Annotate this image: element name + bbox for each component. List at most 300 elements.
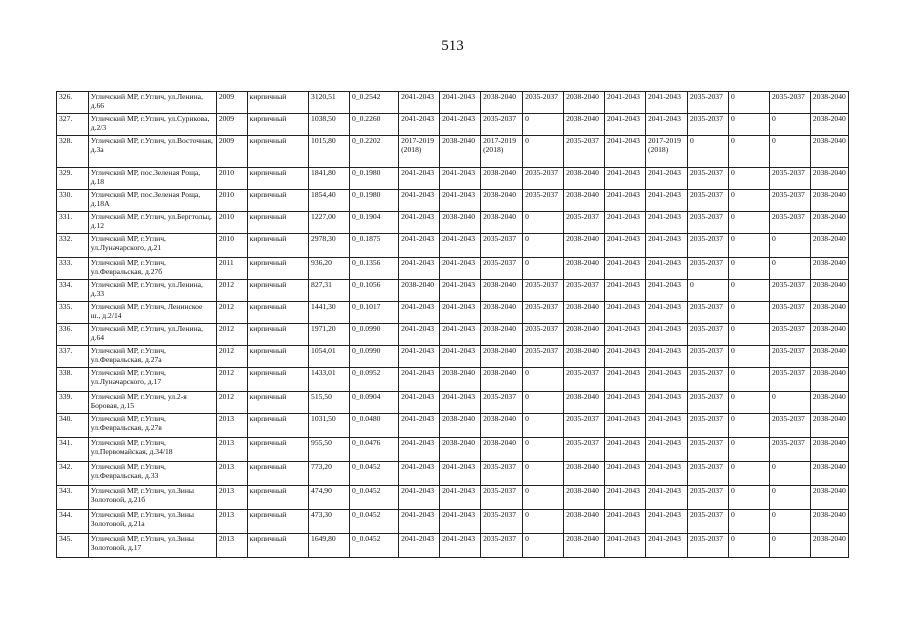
cell-term-2: 2038-2040 [440,212,481,234]
cell-term-4: 2035-2037 [523,280,564,302]
cell-term-10: 0 [769,462,810,486]
cell-term-10: 2035-2037 [769,190,810,212]
cell-term-10: 2035-2037 [769,92,810,114]
cell-term-6: 2041-2043 [605,324,646,346]
cell-wall-material: кирпичный [247,534,308,558]
cell-term-9: 0 [728,302,769,324]
cell-term-8: 2035-2037 [688,534,729,558]
cell-wall-material: кирпичный [247,302,308,324]
cell-term-9: 0 [728,510,769,534]
cell-term-7: 2041-2043 [646,280,688,302]
cell-term-5: 2035-2037 [564,136,605,168]
cell-term-6: 2041-2043 [605,346,646,368]
cell-term-8: 2035-2037 [688,486,729,510]
cell-term-9: 0 [728,324,769,346]
cell-year: 2010 [216,234,247,258]
cell-term-8: 2035-2037 [688,438,729,462]
cell-term-7: 2041-2043 [646,392,688,414]
cell-term-9: 0 [728,534,769,558]
cell-term-7: 2017-2019 (2018) [646,136,688,168]
cell-term-5: 2038-2040 [564,346,605,368]
cell-term-3: 2038-2040 [481,302,523,324]
table-row [57,234,849,258]
cell-wall-material: кирпичный [247,392,308,414]
cell-term-8: 0 [688,280,729,302]
cell-address: Угличский МР, г.Углич, ул.Восточная, д.3а [88,136,216,168]
cell-term-3: 2038-2040 [481,212,523,234]
cell-year: 2009 [216,114,247,136]
cell-term-5: 2038-2040 [564,258,605,280]
cell-term-9: 0 [728,234,769,258]
cell-term-4: 0 [523,212,564,234]
cell-term-4: 0 [523,114,564,136]
cell-term-11: 2038-2040 [810,510,848,534]
cell-term-11: 2038-2040 [810,258,848,280]
cell-term-11: 2038-2040 [810,414,848,438]
cell-wall-material: кирпичный [247,190,308,212]
cell-term-8: 2035-2037 [688,414,729,438]
cell-term-9: 0 [728,346,769,368]
cell-term-9: 0 [728,168,769,190]
cell-ratio: 0_0.0990 [349,324,398,346]
cell-term-3: 2035-2037 [481,392,523,414]
table-row [57,280,849,302]
cell-area: 1038,50 [309,114,350,136]
cell-row-number: 338. [57,368,89,392]
cell-term-6: 2041-2043 [605,438,646,462]
cell-term-11: 2038-2040 [810,486,848,510]
cell-area: 3120,51 [309,92,350,114]
cell-term-1: 2041-2043 [399,324,440,346]
cell-address: Угличский МР, г.Углич, Ленинское ш., д.2/14 [88,302,216,324]
cell-term-6: 2041-2043 [605,234,646,258]
table-row [57,324,849,346]
cell-term-1: 2041-2043 [399,302,440,324]
cell-wall-material: кирпичный [247,414,308,438]
cell-area: 827,31 [309,280,350,302]
cell-term-2: 2041-2043 [440,392,481,414]
cell-wall-material: кирпичный [247,346,308,368]
cell-ratio: 0_0.0452 [349,462,398,486]
cell-term-5: 2038-2040 [564,114,605,136]
cell-term-7: 2041-2043 [646,258,688,280]
cell-term-3: 2017-2019 (2018) [481,136,523,168]
cell-term-2: 2041-2043 [440,302,481,324]
cell-term-11: 2038-2040 [810,212,848,234]
cell-term-11: 2038-2040 [810,302,848,324]
cell-term-9: 0 [728,368,769,392]
cell-term-2: 2041-2043 [440,280,481,302]
cell-year: 2012 [216,346,247,368]
cell-term-2: 2041-2043 [440,258,481,280]
cell-wall-material: кирпичный [247,92,308,114]
cell-row-number: 328. [57,136,89,168]
cell-term-10: 0 [769,486,810,510]
cell-term-11: 2038-2040 [810,190,848,212]
cell-term-3: 2038-2040 [481,190,523,212]
cell-term-1: 2041-2043 [399,510,440,534]
cell-year: 2013 [216,462,247,486]
cell-term-10: 2035-2037 [769,368,810,392]
cell-term-9: 0 [728,486,769,510]
cell-term-5: 2038-2040 [564,190,605,212]
cell-address: Угличский МР, г.Углич, ул.Зины Золотовой, д.17 [88,534,216,558]
cell-term-7: 2041-2043 [646,534,688,558]
cell-wall-material: кирпичный [247,234,308,258]
cell-term-5: 2038-2040 [564,234,605,258]
cell-term-1: 2041-2043 [399,114,440,136]
cell-term-4: 0 [523,368,564,392]
cell-address: Угличский МР, г.Углич, ул.Ленина, д.33 [88,280,216,302]
cell-term-2: 2041-2043 [440,92,481,114]
cell-term-7: 2041-2043 [646,234,688,258]
cell-wall-material: кирпичный [247,324,308,346]
cell-term-8: 2035-2037 [688,302,729,324]
cell-year: 2013 [216,534,247,558]
cell-term-6: 2041-2043 [605,368,646,392]
cell-year: 2012 [216,368,247,392]
cell-ratio: 0_0.1904 [349,212,398,234]
cell-term-4: 0 [523,136,564,168]
cell-term-10: 0 [769,234,810,258]
cell-term-7: 2041-2043 [646,302,688,324]
cell-area: 773,20 [309,462,350,486]
cell-year: 2013 [216,438,247,462]
cell-term-8: 2035-2037 [688,190,729,212]
cell-address: Угличский МР, г.Углич, ул.Первомайская, д.34/18 [88,438,216,462]
cell-term-1: 2041-2043 [399,486,440,510]
cell-term-3: 2035-2037 [481,486,523,510]
cell-term-3: 2038-2040 [481,92,523,114]
cell-term-1: 2041-2043 [399,258,440,280]
cell-term-4: 0 [523,234,564,258]
cell-ratio: 0_0.1056 [349,280,398,302]
cell-term-2: 2041-2043 [440,462,481,486]
cell-term-1: 2041-2043 [399,438,440,462]
cell-term-7: 2041-2043 [646,486,688,510]
cell-row-number: 345. [57,534,89,558]
cell-term-1: 2017-2019 (2018) [399,136,440,168]
cell-ratio: 0_0.0452 [349,486,398,510]
cell-address: Угличский МР, г.Углич, ул.Ленина, д.66 [88,92,216,114]
cell-term-3: 2035-2037 [481,234,523,258]
cell-term-1: 2041-2043 [399,392,440,414]
cell-term-5: 2038-2040 [564,168,605,190]
table-row [57,346,849,368]
cell-term-6: 2041-2043 [605,92,646,114]
cell-term-11: 2038-2040 [810,280,848,302]
cell-area: 2978,30 [309,234,350,258]
cell-term-7: 2041-2043 [646,190,688,212]
cell-area: 1433,01 [309,368,350,392]
cell-term-1: 2041-2043 [399,346,440,368]
buildings-table [56,91,849,558]
table-row [57,136,849,168]
cell-term-8: 2035-2037 [688,510,729,534]
cell-term-8: 2035-2037 [688,392,729,414]
cell-term-5: 2038-2040 [564,534,605,558]
cell-address: Угличский МР, г.Углич, ул.Бергтольц, д.12 [88,212,216,234]
cell-term-2: 2038-2040 [440,368,481,392]
cell-term-3: 2038-2040 [481,414,523,438]
cell-row-number: 333. [57,258,89,280]
cell-area: 1031,50 [309,414,350,438]
cell-term-9: 0 [728,258,769,280]
cell-term-8: 0 [688,136,729,168]
cell-wall-material: кирпичный [247,114,308,136]
cell-term-3: 2038-2040 [481,346,523,368]
cell-term-7: 2041-2043 [646,212,688,234]
cell-term-7: 2041-2043 [646,346,688,368]
cell-row-number: 329. [57,168,89,190]
cell-term-4: 0 [523,438,564,462]
cell-year: 2013 [216,510,247,534]
cell-term-2: 2041-2043 [440,114,481,136]
table-row [57,534,849,558]
cell-year: 2013 [216,414,247,438]
cell-term-7: 2041-2043 [646,414,688,438]
cell-year: 2012 [216,280,247,302]
table-row [57,302,849,324]
cell-term-4: 2035-2037 [523,302,564,324]
cell-term-6: 2041-2043 [605,190,646,212]
cell-year: 2011 [216,258,247,280]
cell-row-number: 330. [57,190,89,212]
cell-term-5: 2035-2037 [564,368,605,392]
cell-year: 2010 [216,212,247,234]
cell-term-10: 0 [769,136,810,168]
cell-year: 2009 [216,92,247,114]
cell-term-7: 2041-2043 [646,462,688,486]
cell-term-8: 2035-2037 [688,258,729,280]
cell-term-2: 2041-2043 [440,486,481,510]
cell-area: 936,20 [309,258,350,280]
cell-term-6: 2041-2043 [605,414,646,438]
cell-wall-material: кирпичный [247,486,308,510]
cell-term-2: 2038-2040 [440,414,481,438]
cell-term-9: 0 [728,190,769,212]
cell-term-10: 2035-2037 [769,302,810,324]
cell-address: Угличский МР, г.Углич, ул.Луначарского, д.21 [88,234,216,258]
cell-term-10: 2035-2037 [769,212,810,234]
cell-term-2: 2041-2043 [440,346,481,368]
cell-year: 2012 [216,302,247,324]
cell-term-11: 2038-2040 [810,346,848,368]
cell-wall-material: кирпичный [247,510,308,534]
cell-address: Угличский МР, г.Углич, ул.Февральская, д.27а [88,346,216,368]
cell-term-2: 2041-2043 [440,190,481,212]
cell-year: 2013 [216,486,247,510]
cell-address: Угличский МР, г.Углич, ул.Сурикова, д.2/3 [88,114,216,136]
cell-term-10: 0 [769,510,810,534]
table-row [57,92,849,114]
cell-row-number: 332. [57,234,89,258]
cell-term-9: 0 [728,392,769,414]
cell-term-7: 2041-2043 [646,114,688,136]
cell-area: 1854,40 [309,190,350,212]
cell-year: 2009 [216,136,247,168]
cell-year: 2012 [216,392,247,414]
cell-term-3: 2035-2037 [481,114,523,136]
cell-row-number: 343. [57,486,89,510]
cell-row-number: 340. [57,414,89,438]
cell-row-number: 327. [57,114,89,136]
cell-term-4: 2035-2037 [523,346,564,368]
cell-area: 1971,20 [309,324,350,346]
cell-row-number: 337. [57,346,89,368]
cell-term-10: 2035-2037 [769,324,810,346]
cell-term-6: 2041-2043 [605,486,646,510]
cell-term-7: 2041-2043 [646,438,688,462]
cell-term-3: 2038-2040 [481,324,523,346]
cell-wall-material: кирпичный [247,168,308,190]
cell-term-6: 2041-2043 [605,510,646,534]
cell-term-7: 2041-2043 [646,510,688,534]
cell-area: 1054,01 [309,346,350,368]
cell-term-4: 2035-2037 [523,168,564,190]
table-row [57,486,849,510]
cell-term-11: 2038-2040 [810,368,848,392]
cell-area: 1015,80 [309,136,350,168]
cell-term-3: 2038-2040 [481,168,523,190]
cell-term-3: 2035-2037 [481,510,523,534]
table-row [57,190,849,212]
cell-address: Угличский МР, г.Углич, ул.2-я Боровая, д.15 [88,392,216,414]
cell-term-6: 2041-2043 [605,302,646,324]
cell-term-2: 2041-2043 [440,234,481,258]
cell-term-8: 2035-2037 [688,234,729,258]
cell-year: 2012 [216,324,247,346]
table-row [57,462,849,486]
cell-term-5: 2038-2040 [564,302,605,324]
table-row [57,392,849,414]
cell-address: Угличский МР, г.Углич, ул.Зины Золотовой, д.21б [88,486,216,510]
cell-area: 955,50 [309,438,350,462]
cell-term-3: 2035-2037 [481,462,523,486]
cell-term-7: 2041-2043 [646,368,688,392]
cell-address: Угличский МР, г.Углич, ул.Февральская, д.27б [88,258,216,280]
cell-ratio: 0_0.0452 [349,534,398,558]
cell-row-number: 339. [57,392,89,414]
table-row [57,510,849,534]
cell-row-number: 334. [57,280,89,302]
table-row [57,212,849,234]
cell-term-2: 2041-2043 [440,168,481,190]
cell-term-6: 2041-2043 [605,392,646,414]
cell-term-10: 2035-2037 [769,438,810,462]
cell-term-6: 2041-2043 [605,212,646,234]
cell-term-1: 2041-2043 [399,414,440,438]
cell-term-4: 0 [523,486,564,510]
cell-term-8: 2035-2037 [688,324,729,346]
cell-term-9: 0 [728,92,769,114]
cell-term-3: 2038-2040 [481,280,523,302]
cell-term-11: 2038-2040 [810,136,848,168]
cell-term-6: 2041-2043 [605,462,646,486]
cell-ratio: 0_0.0476 [349,438,398,462]
cell-address: Угличский МР, г.Углич, ул.Зины Золотовой, д.21а [88,510,216,534]
cell-term-7: 2041-2043 [646,324,688,346]
cell-term-6: 2041-2043 [605,136,646,168]
cell-wall-material: кирпичный [247,280,308,302]
cell-term-1: 2041-2043 [399,92,440,114]
cell-area: 1649,80 [309,534,350,558]
cell-row-number: 326. [57,92,89,114]
cell-term-7: 2041-2043 [646,92,688,114]
cell-term-5: 2038-2040 [564,462,605,486]
cell-term-10: 0 [769,392,810,414]
cell-term-5: 2035-2037 [564,212,605,234]
cell-term-10: 2035-2037 [769,280,810,302]
cell-term-4: 0 [523,534,564,558]
cell-ratio: 0_0.2542 [349,92,398,114]
cell-term-11: 2038-2040 [810,92,848,114]
table-row [57,438,849,462]
cell-term-1: 2038-2040 [399,280,440,302]
cell-ratio: 0_0.2260 [349,114,398,136]
cell-row-number: 336. [57,324,89,346]
cell-term-2: 2038-2040 [440,438,481,462]
cell-term-4: 0 [523,392,564,414]
cell-term-9: 0 [728,212,769,234]
cell-term-5: 2035-2037 [564,280,605,302]
cell-ratio: 0_0.1875 [349,234,398,258]
cell-term-6: 2041-2043 [605,114,646,136]
cell-address: Угличский МР, г.Углич, ул.Февральская, д.33 [88,462,216,486]
cell-term-4: 0 [523,510,564,534]
cell-area: 515,50 [309,392,350,414]
cell-term-1: 2041-2043 [399,462,440,486]
cell-year: 2010 [216,190,247,212]
cell-term-4: 0 [523,462,564,486]
cell-address: Угличский МР, пос.Зеленая Роща, д.18А [88,190,216,212]
cell-term-4: 0 [523,414,564,438]
cell-term-10: 0 [769,114,810,136]
cell-term-1: 2041-2043 [399,212,440,234]
cell-term-9: 0 [728,136,769,168]
cell-term-4: 2035-2037 [523,92,564,114]
cell-term-6: 2041-2043 [605,258,646,280]
cell-area: 473,30 [309,510,350,534]
cell-term-7: 2041-2043 [646,168,688,190]
cell-term-8: 2035-2037 [688,462,729,486]
cell-term-5: 2038-2040 [564,486,605,510]
cell-area: 1441,30 [309,302,350,324]
table-row [57,168,849,190]
cell-row-number: 335. [57,302,89,324]
cell-ratio: 0_0.0990 [349,346,398,368]
cell-term-6: 2041-2043 [605,168,646,190]
cell-ratio: 0_0.0452 [349,510,398,534]
cell-wall-material: кирпичный [247,462,308,486]
page-number: 513 [441,38,464,54]
cell-area: 1841,80 [309,168,350,190]
cell-term-2: 2041-2043 [440,324,481,346]
cell-ratio: 0_0.0480 [349,414,398,438]
cell-ratio: 0_0.1356 [349,258,398,280]
cell-term-8: 2035-2037 [688,212,729,234]
cell-term-3: 2035-2037 [481,534,523,558]
cell-row-number: 344. [57,510,89,534]
cell-term-9: 0 [728,414,769,438]
cell-area: 1227,00 [309,212,350,234]
cell-term-11: 2038-2040 [810,324,848,346]
cell-term-4: 2035-2037 [523,324,564,346]
cell-address: Угличский МР, г.Углич, ул.Февральская, д.27в [88,414,216,438]
cell-term-11: 2038-2040 [810,168,848,190]
cell-term-6: 2041-2043 [605,280,646,302]
cell-ratio: 0_0.1017 [349,302,398,324]
